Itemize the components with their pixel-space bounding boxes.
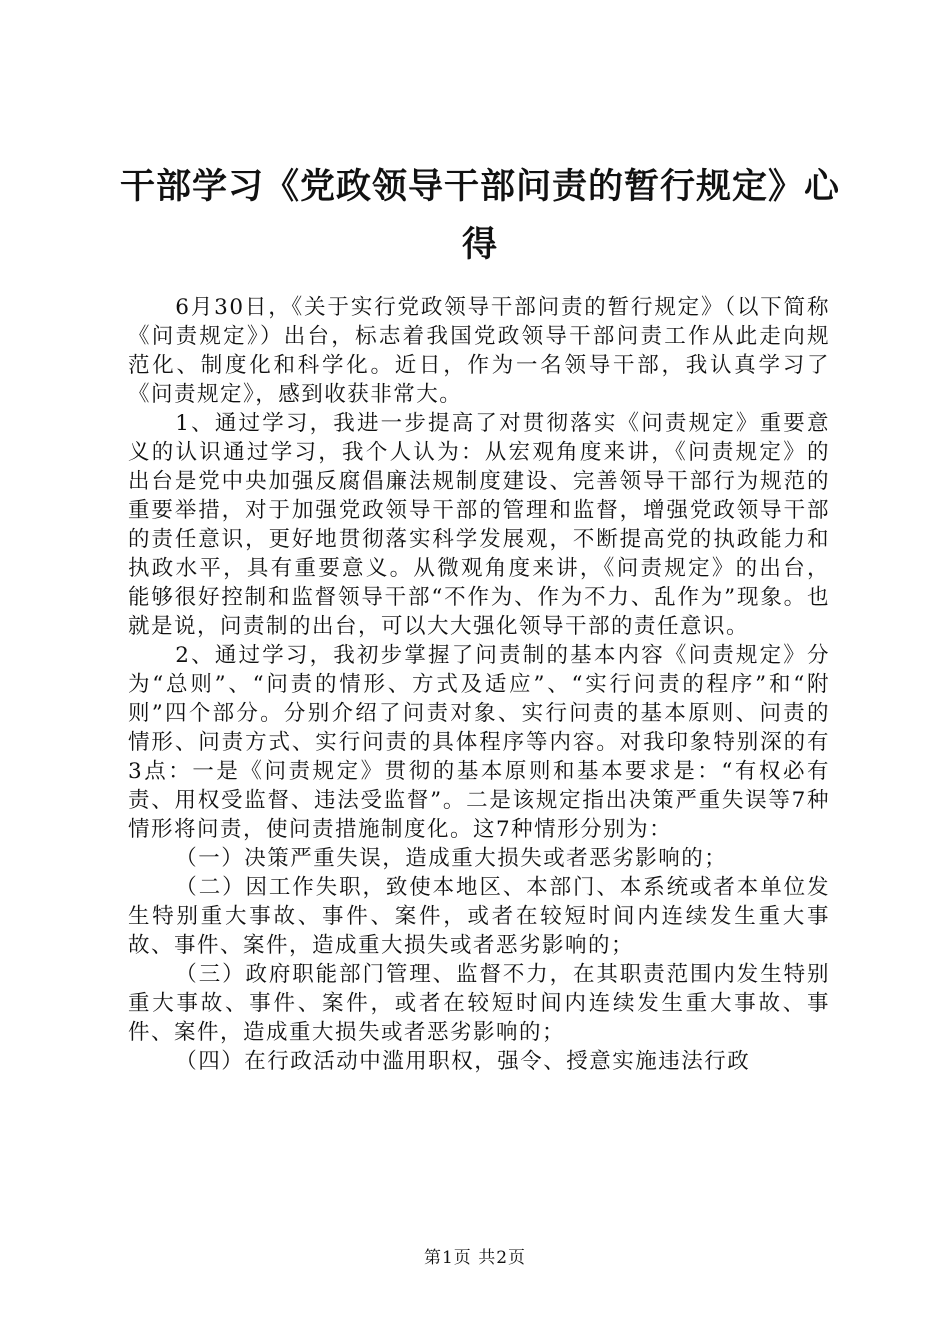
paragraph-intro: 6月30日，《关于实行党政领导干部问责的暂行规定》（以下简称《问责规定》）出台，标志着我国党政领导干部问责工作从此走向规范化、制度化和科学化。近日，作为一名领导干部，我认真学习了《问责规定》，感到收获非常大。 bbox=[128, 295, 830, 407]
page-title: 干部学习《党政领导干部问责的暂行规定》心得 bbox=[119, 166, 840, 265]
document-body bbox=[128, 293, 830, 1076]
list-item-situation-3: （三）政府职能部门管理、监督不力，在其职责范围内发生特别重大事故、事件、案件，或者在较短时间内连续发生重大事故、事件、案件，造成重大损失或者恶劣影响的； bbox=[128, 962, 830, 1045]
paragraph-point-1: 1、通过学习，我进一步提高了对贯彻落实《问责规定》重要意义的认识通过学习，我个人认为：从宏观角度来讲，《问责规定》的出台是党中央加强反腐倡廉法规制度建设、完善领导干部行为规范的重要举措，对于加强党政领导干部的管理和监督，增强党政领导干部的责任意识，更好地贯彻落实科学发展观，不断提高党的执政能力和执政水平，具有重要意义。从微观角度来讲，《问责规定》的出台，能够很好控制和监督领导干部“不作为、作为不力、乱作为”现象。也就是说，问责制的出台，可以大大强化领导干部的责任意识。 bbox=[128, 411, 830, 639]
page-number-footer: 第1页 共2页 bbox=[423, 1248, 527, 1268]
paragraph-point-2: 2、通过学习，我初步掌握了问责制的基本内容《问责规定》分为“总则”、“问责的情形、方式及适应”、“实行问责的程序”和“附则”四个部分。分别介绍了问责对象、实行问责的基本原则、问责的情形、问责方式、实行问责的具体程序等内容。对我印象特别深的有3点：一是《问责规定》贯彻的基本原则和基本要求是：“有权必有责、用权受监督、违法受监督”。二是该规定指出决策严重失误等7种情形将问责，使问责措施制度化。这7种情形分别为： bbox=[128, 643, 830, 842]
list-item-situation-4: （四）在行政活动中滥用职权，强令、授意实施违法行政 bbox=[175, 1049, 751, 1074]
list-item-situation-1: （一）决策严重失误，造成重大损失或者恶劣影响的； bbox=[175, 846, 728, 871]
list-item-situation-2: （二）因工作失职，致使本地区、本部门、本系统或者本单位发生特别重大事故、事件、案件，或者在较短时间内连续发生重大事故、事件、案件，造成重大损失或者恶劣影响的； bbox=[128, 875, 830, 958]
